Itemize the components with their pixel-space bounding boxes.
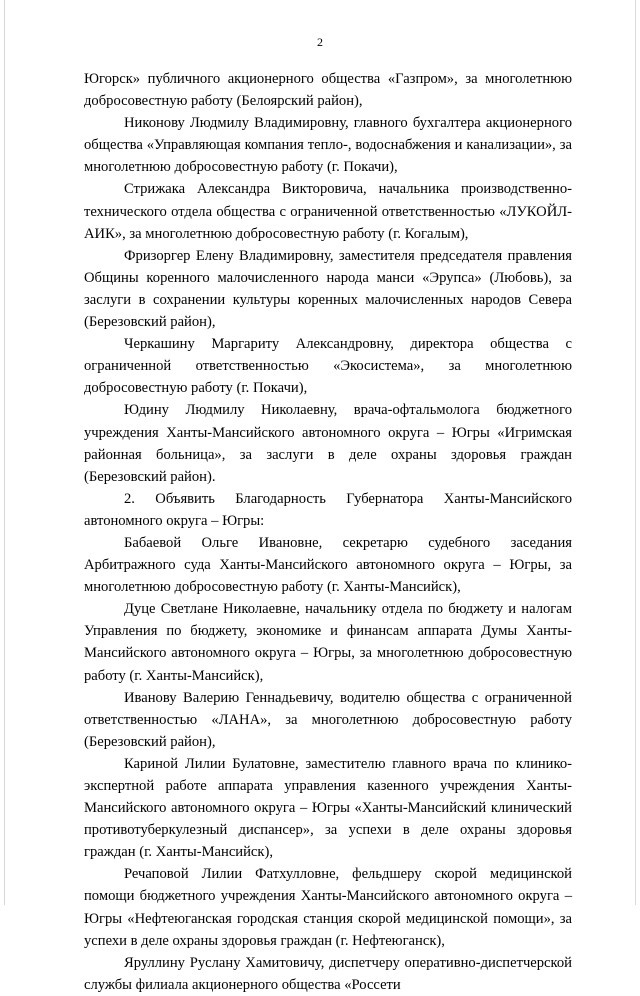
scan-edge-right (635, 0, 636, 905)
paragraph-award-cherkashina: Черкашину Маргариту Александровну, директора общества с ограниченной ответственностью «Экосистема», за многолетнюю добросовестную работу (г. Покачи), (84, 336, 572, 397)
scan-edge-left (4, 0, 5, 905)
paragraph-gratitude-ivanov: Иванову Валерию Геннадьевичу, водителю общества с ограниченной ответственностью «ЛАНА», за многолетнюю добросовестную работу (Березовский район), (84, 689, 572, 750)
paragraph-award-strizhak: Стрижака Александра Викторовича, начальника производственно-технического отдела общества с ограниченной ответственностью «ЛУКОЙЛ-АИК», за многолетнюю добросовестную работу (г. Когалым), (84, 181, 572, 242)
paragraph-award-frizorger: Фризоргер Елену Владимировну, заместителя председателя правления Общины коренного малочисленного народа манси «Эрупса» (Любовь), за заслуги в сохранении культуры коренных малочисленных народов Севера (Березовский район), (84, 247, 572, 331)
paragraph-award-nikonova: Никонову Людмилу Владимировну, главного бухгалтера акционерного общества «Управляющая компания тепло-, водоснабжения и канализации», за многолетнюю добросовестную работу (г. Покачи), (84, 115, 572, 176)
page-number: 2 (317, 35, 323, 49)
paragraph-gratitude-rechapova: Речаповой Лилии Фатхулловне, фельдшеру скорой медицинской помощи бюджетного учреждения Ханты-Мансийского автономного округа – Югры «Нефтеюганская городская станция скорой медицинской помощи», за успехи в деле охраны здоровья граждан (г. Нефтеюганск), (84, 866, 572, 949)
section-heading-gratitude: 2. Объявить Благодарность Губернатора Ханты-Мансийского автономного округа – Югры: (84, 490, 572, 529)
paragraph-gratitude-babaeva: Бабаевой Ольге Ивановне, секретарю судебного заседания Арбитражного суда Ханты-Мансийского автономного округа – Югры, за многолетнюю добросовестную работу (г. Ханты-Мансийск), (84, 534, 572, 596)
paragraph-continuation: Югорск» публичного акционерного общества «Газпром», за многолетнюю добросовестную работу (Белоярский район), (84, 71, 572, 110)
document-body (84, 68, 572, 996)
paragraph-gratitude-karina: Кариной Лилии Булатовне, заместителю главного врача по клинико-экспертной работе аппарата управления казенного учреждения Ханты-Мансийского автономного округа – Югры «Ханты-Мансийский клинический противотуберкулезный диспансер», за успехи в деле охраны здоровья граждан (г. Ханты-Мансийск), (84, 755, 572, 861)
paragraph-gratitude-yarullin: Яруллину Руслану Хамитовичу, диспетчеру оперативно-диспетчерской службы филиала акционерного общества «Россети (84, 954, 572, 993)
paragraph-award-yudina: Юдину Людмилу Николаевну, врача-офтальмолога бюджетного учреждения Ханты-Мансийского автономного округа – Югры «Игримская районная больница», за заслуги в деле охраны здоровья граждан (Березовский район). (84, 402, 572, 485)
paragraph-gratitude-duce: Дуце Светлане Николаевне, начальнику отдела по бюджету и налогам Управления по бюджету, экономике и финансам аппарата Думы Ханты-Мансийского автономного округа – Югры, за многолетнюю добросовестную работу (г. Ханты-Мансийск), (84, 601, 572, 684)
